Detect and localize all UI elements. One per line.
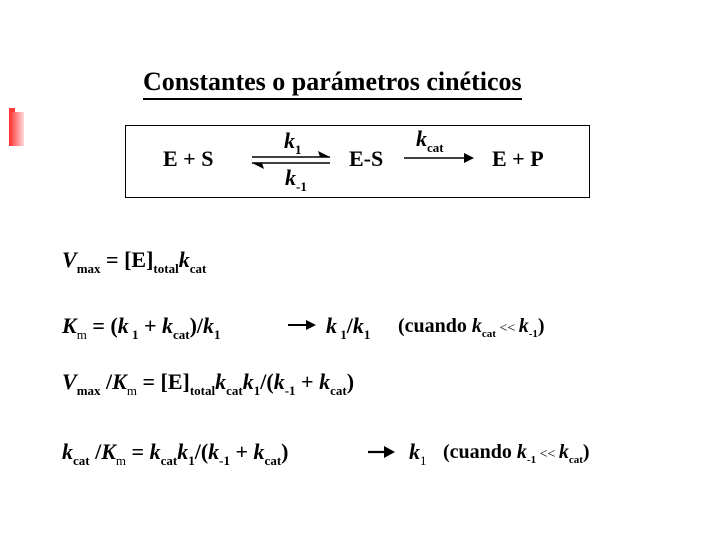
km-result-one2: 1 — [363, 327, 371, 342]
kk-k5: k — [253, 439, 265, 464]
km-result-k2: k — [352, 313, 364, 338]
kk-K: K — [101, 439, 116, 464]
kk-cond-cat: cat — [568, 454, 583, 466]
kcat-km-arrow-head — [384, 446, 395, 458]
ratio-k: k — [215, 369, 227, 394]
kk-k4: k — [208, 439, 220, 464]
kk-eq: = — [126, 439, 150, 464]
km-one: 1 — [128, 327, 139, 342]
ratio-open: /( — [260, 369, 274, 394]
vmax-v: V — [62, 247, 77, 272]
ratio-close: ) — [346, 369, 355, 394]
ratio-slash: / — [100, 369, 113, 394]
km-K: K — [62, 313, 77, 338]
ratio-cat: cat — [226, 383, 243, 398]
vmax-k: k — [178, 247, 190, 272]
rate-kcat — [416, 126, 444, 155]
reaction-right: E + P — [492, 146, 544, 171]
ratio-K: K — [112, 369, 127, 394]
kk-cat2: cat — [160, 453, 178, 468]
km-one2: 1 — [214, 327, 221, 342]
km-condition — [398, 313, 545, 342]
vmax-eq: = [E] — [100, 247, 154, 272]
kk-cond-open: (cuando — [443, 441, 517, 463]
kk-slash: / — [89, 439, 102, 464]
rate-kcat-k: k — [416, 126, 427, 151]
ratio-m1: -1 — [284, 383, 296, 398]
kk-m: m — [115, 453, 127, 468]
km-cond-cat: cat — [481, 328, 496, 340]
equation-kcat-km — [62, 439, 288, 468]
kk-cond-close: ) — [582, 441, 590, 463]
rate-kcat-sub: cat — [427, 140, 444, 155]
rate-k-minus1 — [285, 165, 307, 194]
ratio-cat2: cat — [330, 383, 347, 398]
km-k2: k — [161, 313, 173, 338]
ratio-total: total — [189, 383, 216, 398]
equation-vmax — [62, 247, 206, 276]
equation-vmax-km — [62, 369, 354, 398]
km-cond-open: (cuando — [398, 315, 472, 337]
kk-k3: k — [177, 439, 189, 464]
kk-cat3: cat — [264, 453, 282, 468]
km-plus: + — [138, 313, 162, 338]
rate-km1-k: k — [285, 165, 296, 190]
ratio-v-sub: max — [76, 383, 101, 398]
vmax-cat: cat — [189, 261, 207, 276]
kk-cond-m1: -1 — [526, 454, 537, 466]
km-k3: k — [203, 313, 215, 338]
km-cond-lt: << — [495, 321, 519, 336]
kk-close: ) — [281, 439, 289, 464]
km-close: )/ — [189, 313, 204, 338]
km-result-one: 1 — [337, 327, 347, 342]
kk-k2: k — [149, 439, 161, 464]
kk-cond-k2: k — [558, 441, 569, 463]
accent-bar — [9, 112, 24, 146]
rate-km1-sub: -1 — [296, 179, 307, 194]
kk-cond-lt: << — [536, 447, 559, 462]
km-cond-m1: -1 — [528, 328, 538, 340]
ratio-k3: k — [273, 369, 285, 394]
km-result-k: k — [326, 313, 337, 338]
km-k: k — [117, 313, 129, 338]
km-arrow-head — [306, 320, 316, 330]
equation-km — [62, 313, 221, 342]
rate-k1 — [284, 128, 302, 157]
slide-title: Constantes o parámetros cinéticos — [143, 66, 522, 100]
kk-one: 1 — [188, 453, 195, 468]
kk-k: k — [62, 439, 73, 464]
kcat-km-result — [409, 439, 427, 468]
kk-cat: cat — [73, 453, 90, 468]
km-cat: cat — [172, 327, 190, 342]
ratio-v: V — [62, 369, 77, 394]
kk-result-one: 1 — [420, 453, 427, 468]
ratio-k4: k — [319, 369, 331, 394]
kk-m1: -1 — [219, 453, 230, 468]
km-part1: = ( — [86, 313, 118, 338]
kk-result-k: k — [409, 439, 420, 464]
vmax-sub: max — [76, 261, 101, 276]
ratio-one: 1 — [253, 383, 261, 398]
rate-k1-sub: 1 — [295, 142, 302, 157]
km-result — [326, 313, 370, 342]
km-result-slash: / — [346, 313, 353, 338]
km-cond-k: k — [471, 315, 482, 337]
reaction-middle: E-S — [349, 146, 384, 171]
ratio-m: m — [126, 383, 137, 398]
kk-cond-k: k — [516, 441, 527, 463]
kcat-km-condition — [443, 439, 590, 468]
reaction-left: E + S — [163, 146, 214, 171]
ratio-plus: + — [295, 369, 320, 394]
kk-open: /( — [194, 439, 209, 464]
kk-plus: + — [230, 439, 254, 464]
km-cond-k2: k — [518, 315, 529, 337]
ratio-k2: k — [242, 369, 254, 394]
rate-k1-k: k — [284, 128, 295, 153]
ratio-eq: = [E] — [136, 369, 190, 394]
km-cond-close: ) — [537, 315, 545, 337]
vmax-total: total — [153, 261, 179, 276]
km-m: m — [76, 327, 87, 342]
